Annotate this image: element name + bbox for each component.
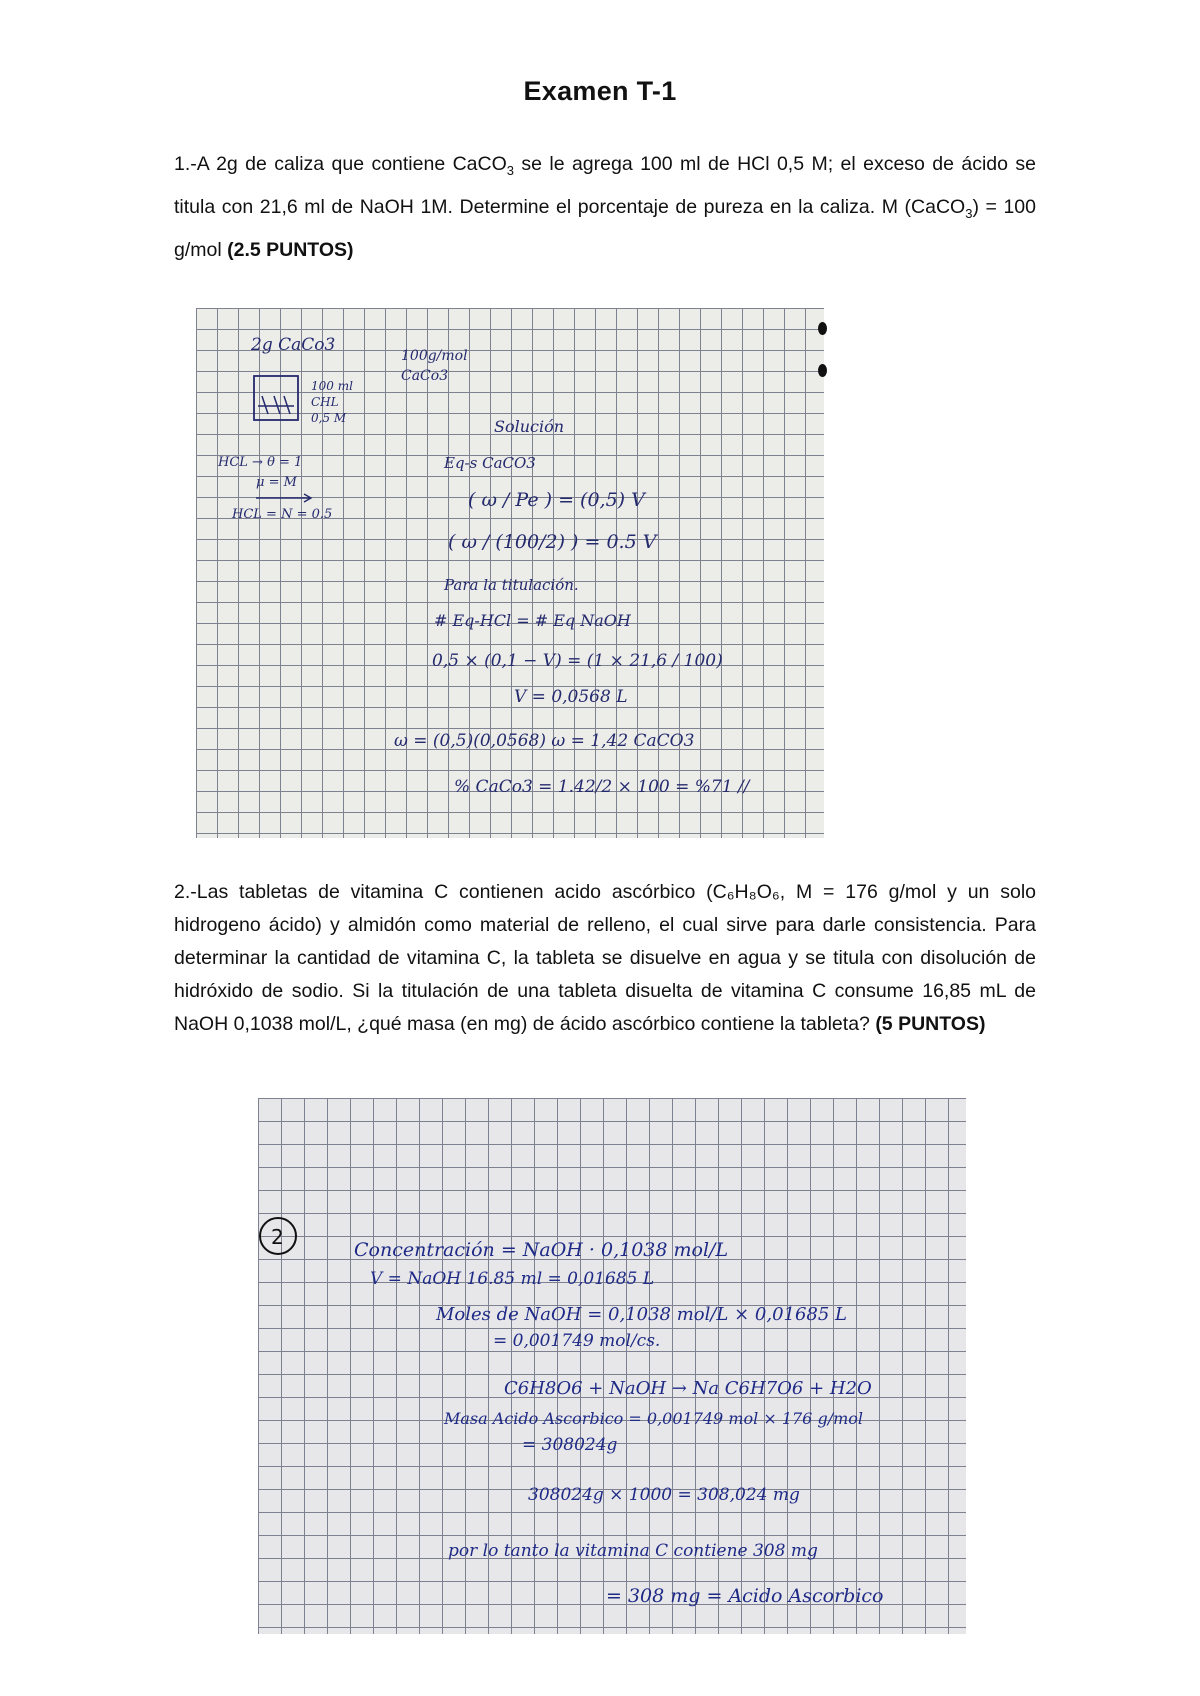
- question-1-text-c: ) = 100 g/mol: [174, 195, 1036, 261]
- question-2: [174, 876, 1036, 1041]
- handwritten-solution-photo-1: [196, 308, 824, 838]
- hw2-line: = 308024g: [522, 1435, 618, 1455]
- hw2-number: 2: [271, 1225, 284, 1249]
- hw1-line: Solución: [494, 417, 565, 436]
- hw1-line: # Eq-HCl = # Eq NaOH: [434, 611, 631, 630]
- hw1-line: μ = M: [256, 475, 297, 490]
- hw1-line: V = 0,0568 L: [514, 687, 628, 707]
- handwritten-solution-photo-2: [258, 1098, 966, 1634]
- question-1-points: (2.5 PUNTOS): [227, 238, 354, 261]
- hw1-line: Eq-s CaCO3: [444, 454, 536, 472]
- hw2-line: por lo tanto la vitamina C contiene 308 mg: [448, 1541, 818, 1561]
- question-2-text: 2.-Las tabletas de vitamina C contienen acido ascórbico (C₆H₈O₆, M = 176 g/mol y un solo hidrogeno ácido) y almidón como material de relleno, el cual sirve para darle consistencia. Para determinar la cantidad de vitamina C, la tableta se disuelve en agua y se titula con disolución de hidróxido de sodio. Si la titulación de una tableta disuelta de vitamina C consume 16,85 mL de NaOH 0,1038 mol/L, ¿qué masa (en mg) de ácido ascórbico contiene la tableta?: [174, 881, 1036, 1035]
- hw2-line: V = NaOH 16.85 ml = 0,01685 L: [370, 1269, 655, 1289]
- hw1-line: 0,5 M: [311, 411, 347, 425]
- hw1-line: CaCo3: [401, 368, 449, 384]
- hw1-line: 2g CaCo3: [251, 335, 336, 355]
- binder-hole: [818, 364, 827, 377]
- subscript: 3: [506, 162, 514, 178]
- hw1-line: 100g/mol: [401, 348, 468, 364]
- hw1-line: 100 ml: [311, 379, 353, 393]
- hw1-line: % CaCo3 = 1.42/2 × 100 = %71 //: [454, 777, 750, 797]
- hw2-line: C6H8O6 + NaOH → Na C6H7O6 + H2O: [504, 1378, 872, 1399]
- question-1: [174, 146, 1036, 269]
- hw1-line: CHL: [311, 395, 339, 409]
- hw1-line: ( ω / (100/2) ) = 0.5 V: [448, 531, 657, 553]
- hw2-line: = 0,001749 mol/cs.: [493, 1331, 661, 1351]
- hw2-line: Moles de NaOH = 0,1038 mol/L × 0,01685 L: [436, 1304, 848, 1325]
- binder-hole: [818, 322, 827, 335]
- hw2-line: 308024g × 1000 = 308,024 mg: [528, 1485, 800, 1505]
- hw1-line: Para la titulación.: [444, 576, 579, 594]
- hw1-line: HCL → θ = 1: [218, 455, 303, 470]
- exam-title: Examen T-1: [523, 76, 677, 106]
- hw2-line: = 308 mg = Acido Ascorbico: [606, 1585, 884, 1607]
- hw1-line: ω = (0,5)(0,0568) ω = 1,42 CaCO3: [394, 731, 695, 751]
- question-2-points: (5 PUNTOS): [875, 1013, 986, 1035]
- hw1-line: HCL = N = 0.5: [232, 507, 333, 522]
- subscript: 3: [965, 205, 973, 221]
- question-1-text-b: se le agrega 100 ml de HCl 0,5 M; el exceso de ácido se titula con 21,6 ml de NaOH 1M. Determine el porcentaje de pureza en la caliza. M (CaCO: [174, 153, 1036, 218]
- hw1-line: 0,5 × (0,1 − V) = (1 × 21,6 / 100): [432, 651, 723, 671]
- question-1-text-a: 1.-A 2g de caliza que contiene CaCO: [174, 153, 507, 175]
- hw2-line: Masa Acido Ascorbico = 0,001749 mol × 176 g/mol: [444, 1409, 863, 1428]
- hw2-line: Concentración = NaOH · 0,1038 mol/L: [354, 1239, 729, 1261]
- hw1-line: ( ω / Pe ) = (0,5) V: [468, 489, 645, 511]
